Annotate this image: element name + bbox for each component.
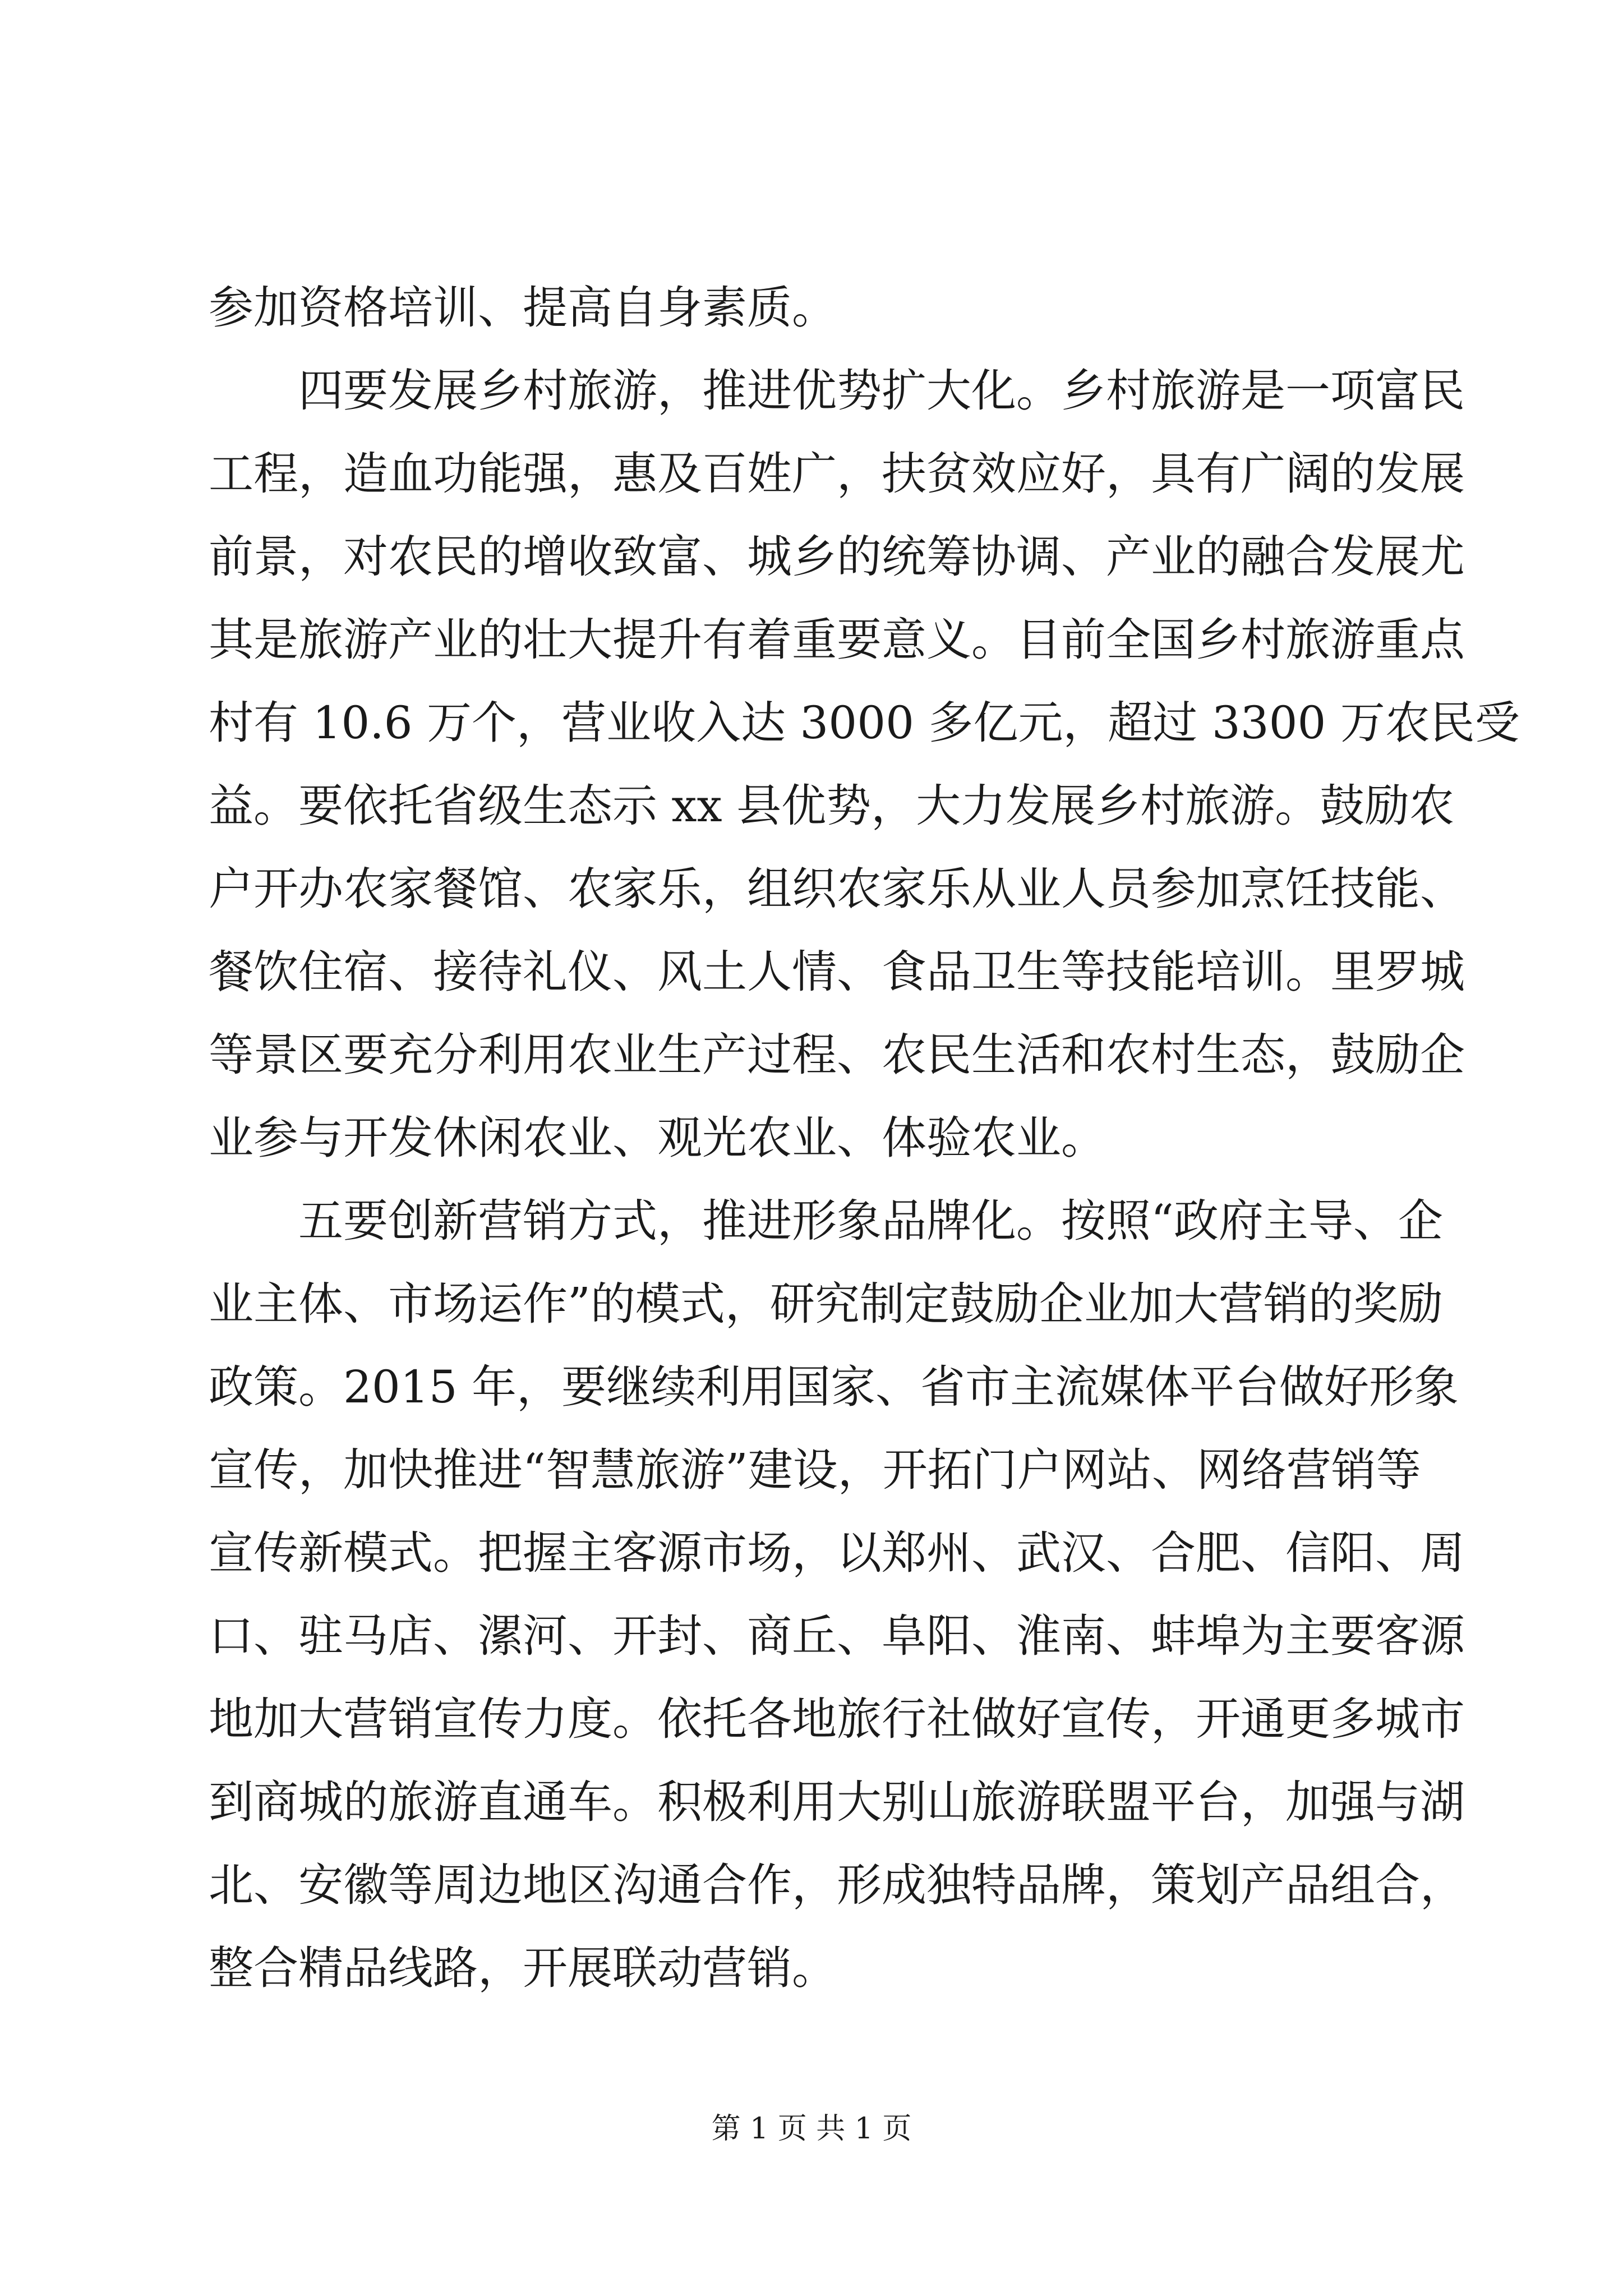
text-line: 宣传，加快推进“智慧旅游”建设，开拓门户网站、网络营销等 — [209, 1444, 1421, 1496]
text-line: 前景，对农民的增收致富、城乡的统筹协调、产业的融合发展尤 — [209, 531, 1465, 583]
text-line: 等景区要充分利用农业生产过程、农民生活和农村生态，鼓励企 — [209, 1029, 1465, 1081]
text-line: 整合精品线路，开展联动营销。 — [209, 1942, 837, 1994]
text-line: 户开办农家餐馆、农家乐，组织农家乐从业人员参加烹饪技能、 — [209, 863, 1465, 915]
text-line: 四要发展乡村旅游，推进优势扩大化。乡村旅游是一项富民 — [209, 365, 1465, 417]
page-footer: 第 1 页 共 1 页 — [711, 2112, 912, 2146]
text-line: 口、驻马店、漯河、开封、商丘、阜阳、淮南、蚌埠为主要客源 — [209, 1610, 1465, 1662]
text-line: 到商城的旅游直通车。积极利用大别山旅游联盟平台，加强与湖 — [209, 1776, 1465, 1828]
text-line: 工程，造血功能强，惠及百姓广，扶贫效应好，具有广阔的发展 — [209, 448, 1465, 500]
text-line: 宣传新模式。把握主客源市场，以郑州、武汉、合肥、信阳、周 — [209, 1527, 1465, 1579]
text-line: 地加大营销宣传力度。依托各地旅行社做好宣传，开通更多城市 — [209, 1693, 1465, 1745]
text-line: 村有 10.6 万个，营业收入达 3000 多亿元，超过 3300 万农民受 — [209, 697, 1520, 749]
text-line: 餐饮住宿、接待礼仪、风土人情、食品卫生等技能培训。里罗城 — [209, 946, 1465, 998]
text-line: 业参与开发休闲农业、观光农业、体验农业。 — [209, 1112, 1106, 1164]
text-line: 益。要依托省级生态示 xx 县优势，大力发展乡村旅游。鼓励农 — [209, 780, 1455, 832]
text-line: 政策。2015 年，要继续利用国家、省市主流媒体平台做好形象 — [209, 1361, 1459, 1413]
text-line: 五要创新营销方式，推进形象品牌化。按照“政府主导、企 — [209, 1195, 1443, 1247]
text-line: 其是旅游产业的壮大提升有着重要意义。目前全国乡村旅游重点 — [209, 614, 1465, 666]
text-line: 业主体、市场运作”的模式，研究制定鼓励企业加大营销的奖励 — [209, 1278, 1443, 1330]
text-line: 北、安徽等周边地区沟通合作，形成独特品牌，策划产品组合， — [209, 1859, 1465, 1911]
text-line: 参加资格培训、提高自身素质。 — [209, 282, 837, 334]
